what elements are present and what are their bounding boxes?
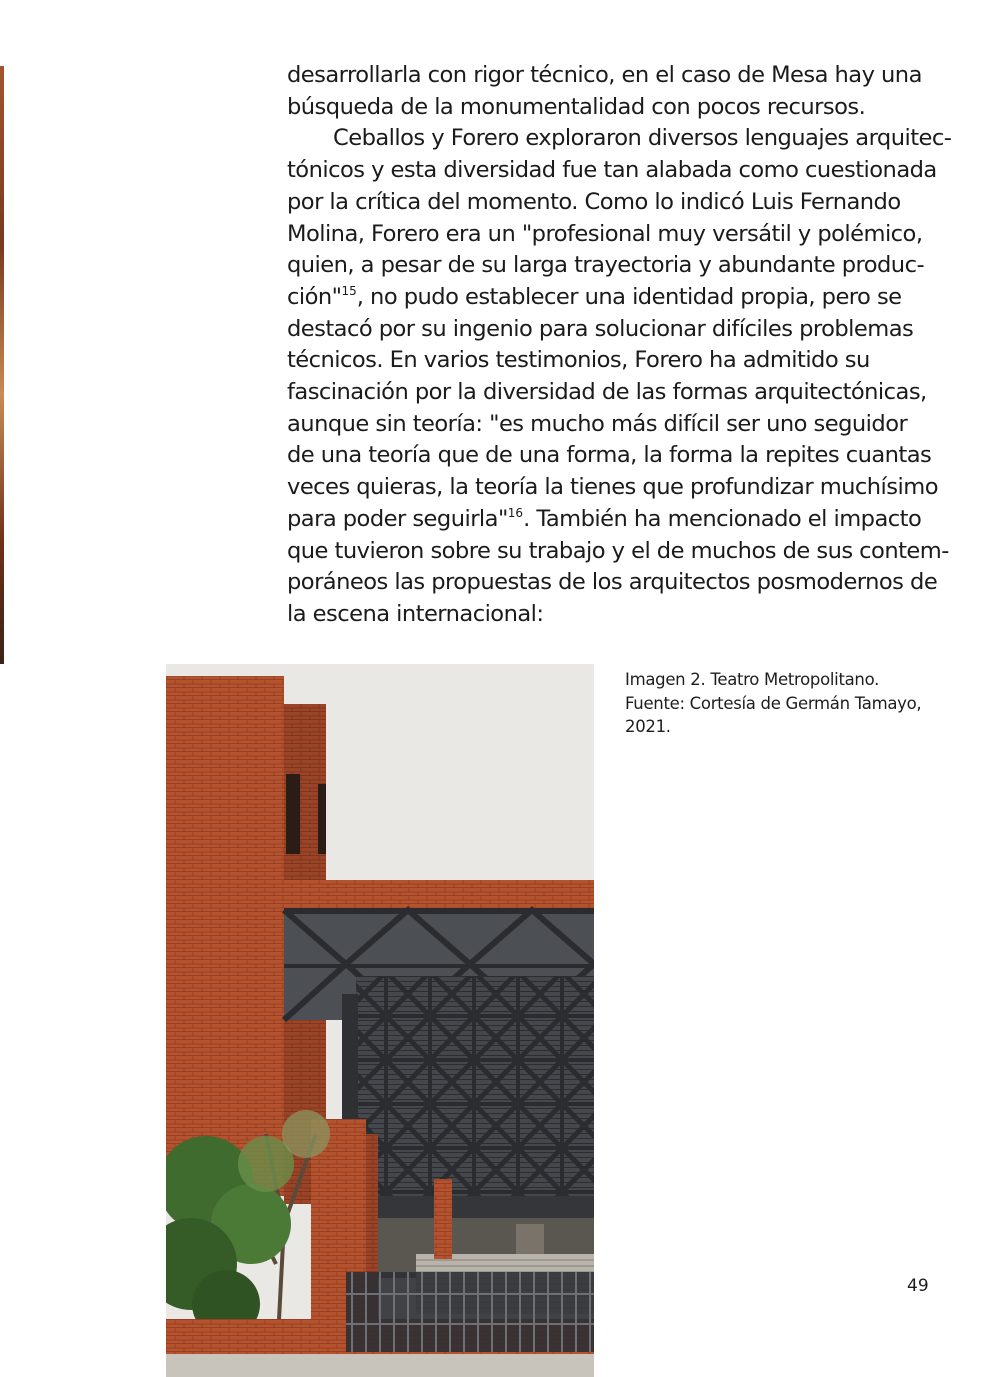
text-line: la escena internacional: (287, 600, 544, 627)
caption-line: 2021. (625, 717, 671, 736)
image-caption (625, 668, 945, 739)
text-line: Ceballos y Forero exploraron diversos lenguajes arquitec- (333, 125, 952, 152)
text-segment: . También ha mencionado el impacto (523, 505, 922, 532)
brick-tower (166, 676, 284, 1196)
text-line: fascinación por la diversidad de las formas arquitectónicas, (287, 379, 927, 406)
photo-illustration (166, 664, 594, 1377)
text-line (287, 504, 947, 536)
teatro-metropolitano-photo (166, 664, 594, 1377)
text-segment: para poder seguirla" (287, 505, 508, 532)
truss-screen (356, 976, 594, 1196)
sidewalk (166, 1354, 594, 1377)
text-line: tónicos y esta diversidad fue tan alabada como cuestionada (287, 157, 937, 184)
text-line: veces quieras, la teoría la tienes que profundizar muchísimo (287, 474, 938, 501)
text-line: Molina, Forero era un "profesional muy versátil y polémico, (287, 220, 923, 247)
text-line: búsqueda de la monumentalidad con pocos recursos. (287, 93, 866, 120)
text-line: de una teoría que de una forma, la forma la repites cuantas (287, 442, 932, 469)
adjacent-page-photo-edge (0, 66, 4, 664)
text-line: desarrollarla con rigor técnico, en el caso de Mesa hay una (287, 62, 922, 88)
text-line: que tuvieron sobre su trabajo y el de muchos de sus contem- (287, 537, 949, 564)
caption-line: Imagen 2. Teatro Metropolitano. (625, 670, 880, 689)
caption-line: Fuente: Cortesía de Germán Tamayo, (625, 693, 922, 713)
footnote-ref-15[interactable]: 15 (341, 283, 357, 298)
text-line: técnicos. En varios testimonios, Forero ha admitido su (287, 347, 870, 374)
footnote-ref-16[interactable]: 16 (507, 505, 524, 520)
text-line: destacó por su ingenio para solucionar difíciles problemas (287, 315, 914, 342)
body-paragraph (287, 60, 952, 631)
text-line: quien, a pesar de su larga trayectoria y abundante produc- (287, 252, 925, 279)
text-line: aunque sin teoría: "es mucho más difícil ser uno seguidor (287, 410, 908, 437)
metal-gate (346, 1272, 594, 1352)
text-segment: ción" (287, 283, 342, 310)
text-line (287, 282, 947, 314)
text-line: poráneos las propuestas de los arquitectos posmodernos de (287, 569, 938, 596)
page-number: 49 (907, 1276, 929, 1296)
brick-band (284, 880, 594, 910)
text-segment: , no pudo establecer una identidad propia, pero se (356, 283, 902, 310)
text-line: por la crítica del momento. Como lo indicó Luis Fernando (287, 188, 901, 215)
